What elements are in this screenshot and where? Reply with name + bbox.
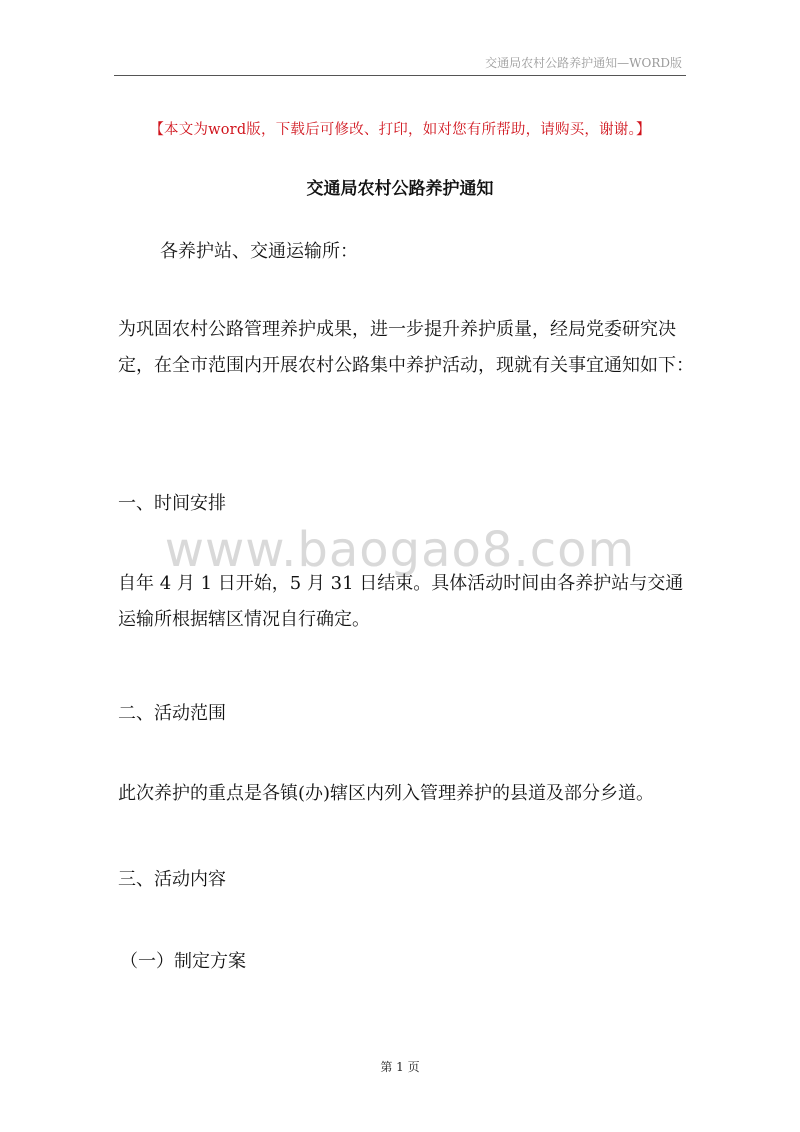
- running-header: 交通局农村公路养护通知—WORD版: [485, 56, 682, 70]
- section-heading-scope: 二、活动范围: [118, 703, 226, 724]
- section-heading-content: 三、活动内容: [118, 869, 226, 890]
- header-divider: [114, 75, 686, 76]
- watermark: www.baogao8.com: [164, 522, 636, 578]
- page-number: 第 1 页: [380, 1060, 420, 1074]
- document-title: 交通局农村公路养护通知: [306, 179, 494, 199]
- intro-paragraph: 为巩固农村公路管理养护成果，进一步提升养护质量，经局党委研究决定，在全市范围内开展农村公路集中养护活动，现就有关事宜通知如下：: [118, 319, 694, 376]
- section-heading-time: 一、时间安排: [118, 493, 226, 514]
- salutation: 各养护站、交通运输所：: [160, 241, 358, 262]
- subsection-heading-plan: （一）制定方案: [120, 951, 246, 972]
- download-notice: 【本文为word版，下载后可修改、打印，如对您有所帮助，请购买，谢谢。】: [149, 122, 651, 138]
- section-text-time: 自年 4 月 1 日开始，5 月 31 日结束。具体活动时间由各养护站与交通运输所根据辖区情况自行确定。: [118, 573, 684, 630]
- section-text-scope: 此次养护的重点是各镇(办)辖区内列入管理养护的县道及部分乡道。: [118, 783, 655, 804]
